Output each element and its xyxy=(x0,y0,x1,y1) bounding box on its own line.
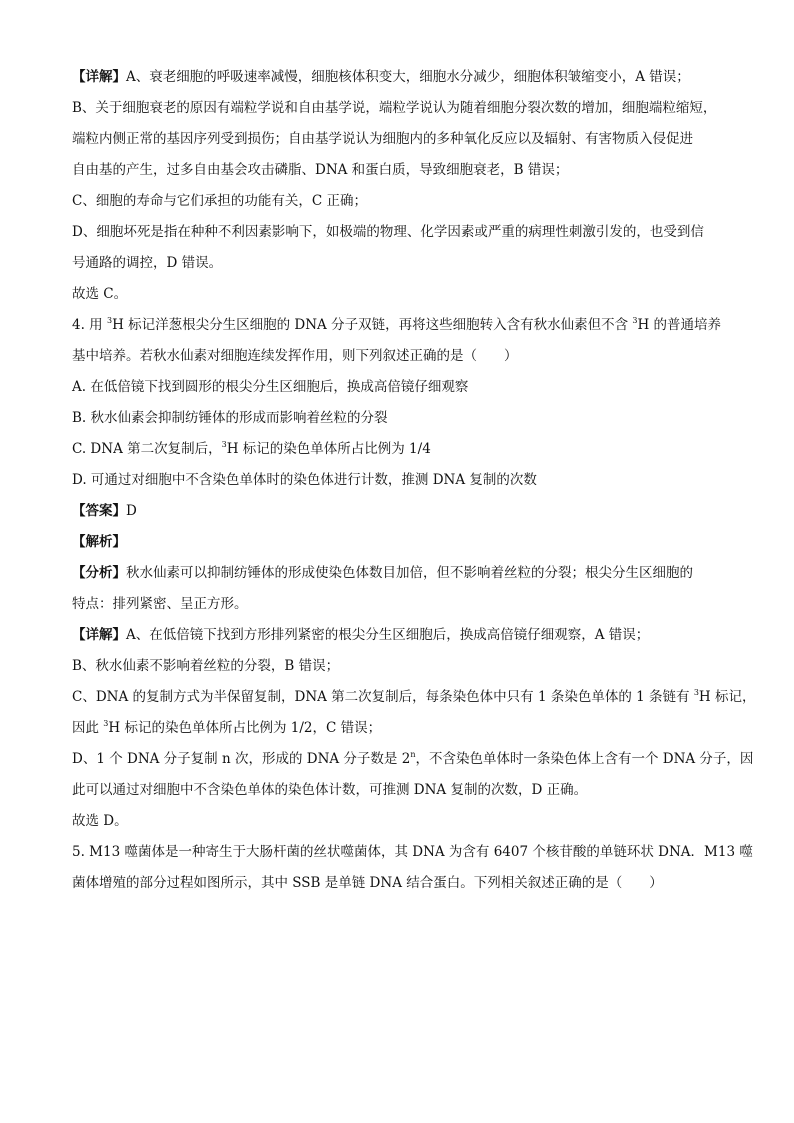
superscript: 3 xyxy=(103,718,109,728)
q3-detail-c: C、细胞的寿命与它们承担的功能有关，C 正确； xyxy=(72,193,367,209)
fenxi-tag: 【分析】 xyxy=(72,565,126,581)
q3-detail-b-line1: B、关于细胞衰老的原因有端粒学说和自由基学说，端粒学说认为随着细胞分裂次数的增加，细胞端粒缩短， xyxy=(72,100,717,116)
q4-detail-c-line1: C、DNA 的复制方式为半保留复制，DNA 第二次复制后，每条染色体中只有 1 条染色单体的 1 条链有 $^3$H 标记， xyxy=(72,687,756,705)
q3-detail-a: 【详解】A、衰老细胞的呼吸速率减慢，细胞核体积变大，细胞水分减少，细胞体积皱缩变小，A 错误； xyxy=(72,69,690,85)
q4-detail-b: B、秋水仙素不影响着丝粒的分裂，B 错误； xyxy=(72,658,340,674)
superscript: n xyxy=(410,749,416,759)
superscript: 3 xyxy=(693,687,699,697)
superscript: 3 xyxy=(106,315,113,325)
q4-analysis-heading xyxy=(72,527,732,558)
q3-detail-d-line2: 号通路的调控，D 错误。 xyxy=(72,255,223,271)
q3-detail-b-line3: 自由基的产生，过多自由基会攻击磷脂、DNA 和蛋白质，导致细胞衰老，B 错误； xyxy=(72,162,569,178)
q3-conclusion: 故选 C。 xyxy=(72,286,128,302)
q4-stem-line2: 基中培养。若秋水仙素对细胞连续发挥作用，则下列叙述正确的是（ ） xyxy=(72,348,518,364)
superscript: 3 xyxy=(632,315,638,325)
answer-value: D xyxy=(126,503,137,519)
q3-detail-b-line2: 端粒内侧正常的基因序列受到损伤；自由基学说认为细胞内的多种氧化反应以及辐射、有害物质入侵促进 xyxy=(72,131,693,147)
q4-option-c: C. DNA 第二次复制后，$^3$H 标记的染色单体所占比例为 1/4 xyxy=(72,439,431,457)
q4-option-a: A. 在低倍镜下找到圆形的根尖分生区细胞后，换成高倍镜仔细观察 xyxy=(72,379,469,395)
document-page xyxy=(72,62,756,899)
q4-fenxi-line1: 【分析】秋水仙素可以抑制纺锤体的形成使染色体数目加倍，但不影响着丝粒的分裂；根尖分生区细胞的 xyxy=(72,565,693,581)
q3-detail-d-line1: D、细胞坏死是指在种种不利因素影响下，如极端的物理、化学因素或严重的病理性刺激引发的，也受到信 xyxy=(72,224,704,240)
q5-stem-line2: 菌体增殖的部分过程如图所示，其中 SSB 是单链 DNA 结合蛋白。下列相关叙述正确的是（ ） xyxy=(72,875,663,891)
q4-detail-c-line2: 因此 $^3$H 标记的染色单体所占比例为 1/2，C 错误； xyxy=(72,718,382,736)
q4-detail-d-line1: D、1 个 DNA 分子复制 n 次，形成的 DNA 分子数是 2$^n$，不含染色单体时一条染色体上含有一个 DNA 分子，因 xyxy=(72,749,754,767)
answer-tag: 【答案】 xyxy=(72,503,126,519)
q4-detail-a: 【详解】A、在低倍镜下找到方形排列紧密的根尖分生区细胞后，换成高倍镜仔细观察，A 错误； xyxy=(72,627,650,643)
q4-fenxi-line2: 特点：排列紧密、呈正方形。 xyxy=(72,596,248,612)
q4-stem-line1: 4. 用 $^3$H 标记洋葱根尖分生区细胞的 DNA 分子双链，再将这些细胞转入含有秋水仙素但不含 $^3$H 的普通培养 xyxy=(72,315,722,333)
detail-tag: 【详解】 xyxy=(72,627,126,643)
superscript: 3 xyxy=(221,439,227,449)
detail-tag: 【详解】 xyxy=(72,69,126,85)
q4-conclusion: 故选 D。 xyxy=(72,813,128,829)
q4-option-b: B. 秋水仙素会抑制纺锤体的形成而影响着丝粒的分裂 xyxy=(72,410,388,426)
q4-answer xyxy=(72,496,732,527)
q4-detail-d-line2: 此可以通过对细胞中不含染色单体的染色体计数，可推测 DNA 复制的次数，D 正确。 xyxy=(72,782,588,798)
analysis-tag: 【解析】 xyxy=(72,534,126,550)
q4-option-d: D. 可通过对细胞中不含染色单体时的染色体进行计数，推测 DNA 复制的次数 xyxy=(72,472,537,488)
q5-stem-line1: 5. M13 噬菌体是一种寄生于大肠杆菌的丝状噬菌体，其 DNA 为含有 6407 个核苷酸的单链环状 DNA．M13 噬 xyxy=(72,844,753,860)
